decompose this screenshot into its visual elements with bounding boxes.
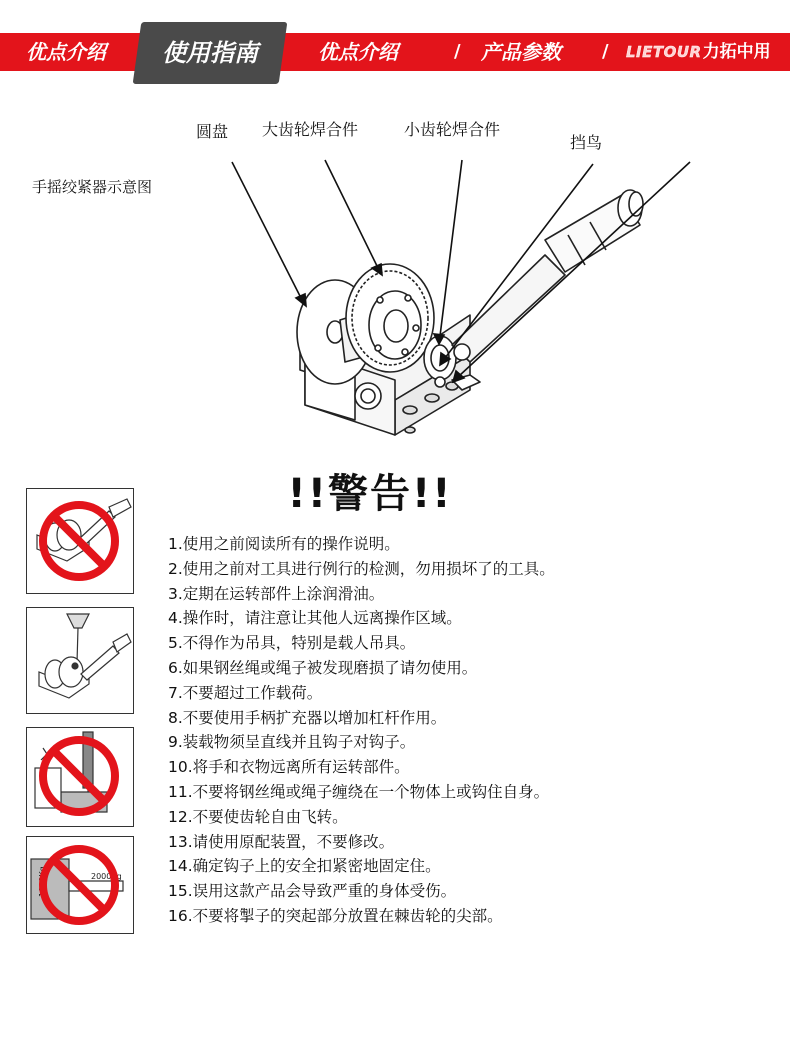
diagram-title: 手摇绞紧器示意图 — [32, 178, 153, 196]
safety-rule: 7.不要超过工作载荷。 — [168, 683, 323, 702]
prohibit-overload-icon — [27, 837, 132, 932]
winch-diagram — [0, 100, 790, 470]
safety-rules-list — [168, 532, 768, 929]
safety-rule: 6.如果钢丝绳或绳子被发现磨损了请勿使用。 — [168, 658, 478, 677]
safety-rule: 2.使用之前对工具进行例行的检测，勿用损坏了的工具。 — [168, 559, 555, 578]
winch-illustration — [0, 100, 790, 470]
label-disc: 圆盘 — [196, 122, 229, 141]
nav-item-user-guide[interactable]: 使用指南 — [162, 39, 258, 67]
brand-latin-text: LIETOUR — [626, 43, 702, 61]
safety-rule: 4.操作时，请注意让其他人远离操作区域。 — [168, 609, 462, 628]
label-pawl: 挡鸟 — [570, 133, 603, 152]
pictogram-no-lifting — [26, 727, 134, 827]
warning-title: !!警告!! — [287, 471, 453, 517]
nav-item-parameters[interactable]: 产品参数 — [481, 40, 561, 64]
nav-separator: / — [602, 41, 609, 62]
pictogram-lubricate — [26, 607, 134, 714]
nav-item-advantages-2[interactable]: 优点介绍 — [318, 40, 398, 64]
brand-logo[interactable] — [626, 33, 771, 71]
safety-rule: 10.将手和衣物远离所有运转部件。 — [168, 758, 410, 777]
safety-rule: 8.不要使用手柄扩充器以增加杠杆作用。 — [168, 708, 447, 727]
safety-rule: 11.不要将钢丝绳或绳子缠绕在一个物体上或钩住自身。 — [168, 782, 550, 801]
brand-chinese-text: 力拓中用 — [702, 42, 771, 62]
safety-rule: 14.确定钩子上的安全扣紧密地固定住。 — [168, 857, 441, 876]
safety-rule: 16.不要将掣子的突起部分放置在棘齿轮的尖部。 — [168, 906, 503, 925]
oil-can-icon — [27, 608, 132, 712]
load-label-a: 1000Kg — [38, 866, 47, 897]
label-small-gear: 小齿轮焊合件 — [404, 120, 501, 139]
safety-rule: 3.定期在运转部件上涂润滑油。 — [168, 584, 385, 603]
nav-separator: / — [454, 41, 461, 62]
pictogram-damaged-tool — [26, 488, 134, 594]
prohibit-damaged-tool-icon — [27, 489, 132, 592]
nav-item-advantages[interactable]: 优点介绍 — [26, 40, 106, 64]
prohibit-lifting-icon — [27, 728, 132, 825]
safety-rule: 1.使用之前阅读所有的操作说明。 — [168, 535, 400, 553]
safety-rule: 15.误用这款产品会导致严重的身体受伤。 — [168, 882, 457, 901]
safety-rule: 5.不得作为吊具，特别是载人吊具。 — [168, 634, 416, 653]
pictogram-no-overload — [26, 836, 134, 934]
load-label-b: 2000Kg — [91, 872, 122, 881]
safety-rule: 12.不要使齿轮自由飞转。 — [168, 807, 348, 826]
safety-rule: 13.请使用原配装置，不要修改。 — [168, 832, 395, 851]
label-large-gear: 大齿轮焊合件 — [262, 120, 359, 139]
safety-rule: 9.装载物须呈直线并且钩子对钩子。 — [168, 733, 416, 752]
